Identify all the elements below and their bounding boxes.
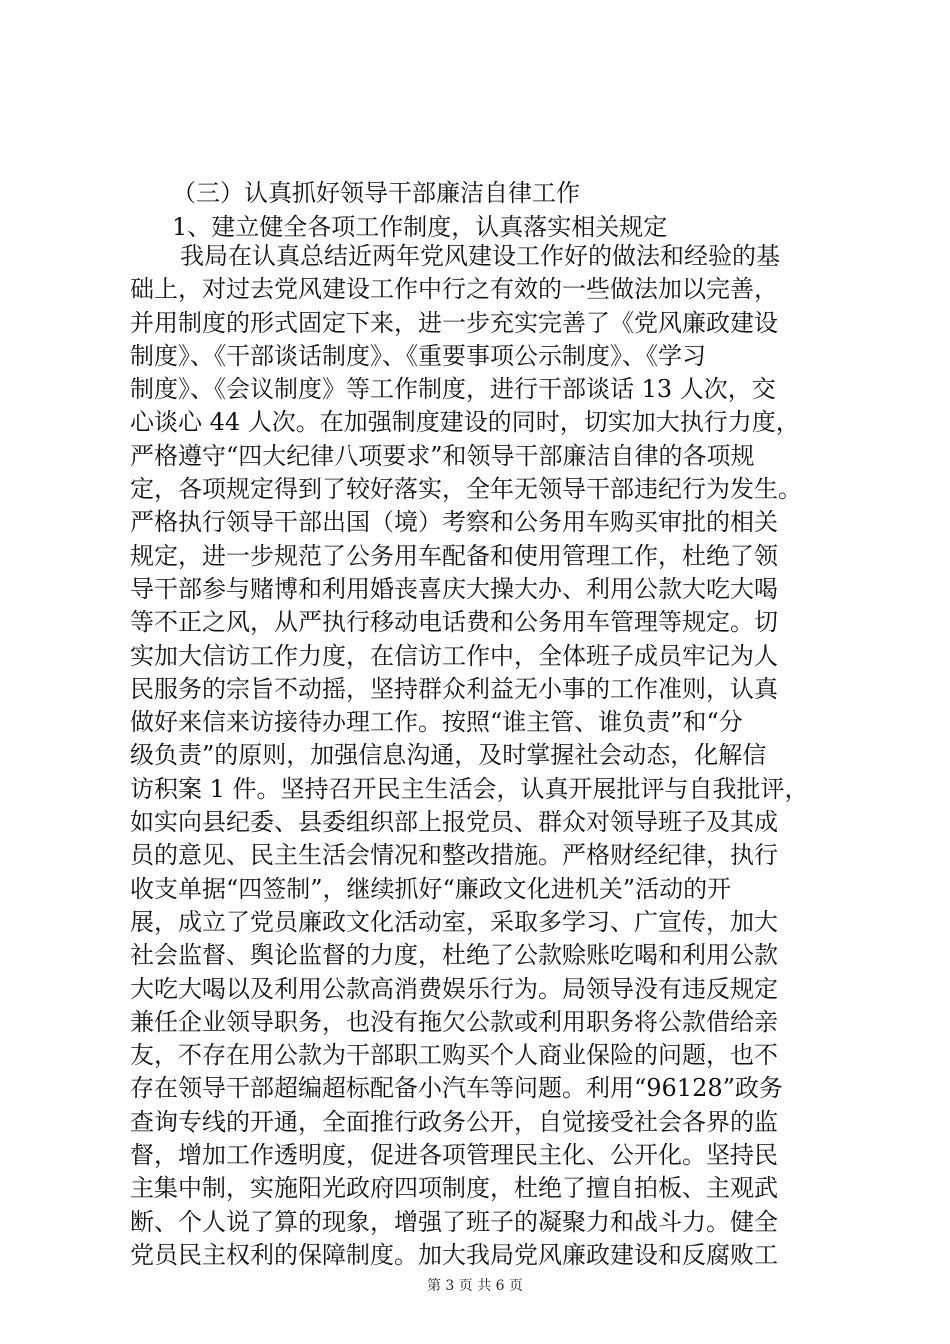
body-line: 导干部参与赌博和利用婚丧喜庆大操大办、利用公款大吃大喝 — [130, 574, 778, 603]
page-footer: 第 3 页 共 6 页 — [426, 1278, 524, 1294]
body-line: 严格执行领导干部出国（境）考察和公务用车购买审批的相关 — [130, 508, 778, 537]
body-line: 并用制度的形式固定下来，进一步充实完善了《党风廉政建设 — [130, 308, 778, 337]
body-line: 规定，进一步规范了公务用车配备和使用管理工作，杜绝了领 — [130, 541, 778, 570]
body-line: 社会监督、舆论监督的力度，杜绝了公款赊账吃喝和利用公款 — [130, 941, 778, 970]
body-line: 做好来信来访接待办理工作。按照“谁主管、谁负责”和“分 — [130, 708, 743, 737]
body-line: 断、个人说了算的现象，增强了班子的凝聚力和战斗力。健全 — [130, 1207, 778, 1236]
body-line: 兼任企业领导职务，也没有拖欠公款或利用职务将公款借给亲 — [130, 1007, 778, 1036]
body-line: 制度》、《会议制度》等工作制度，进行干部谈话 13 人次，交 — [130, 375, 776, 404]
body-line: 党员民主权利的保障制度。加大我局党风廉政建设和反腐败工 — [130, 1240, 778, 1269]
body-line: 制度》、《干部谈话制度》、《重要事项公示制度》、《学习 — [130, 341, 706, 370]
body-line: 大吃大喝以及利用公款高消费娱乐行为。局领导没有违反规定 — [130, 974, 778, 1003]
body-line: 展，成立了党员廉政文化活动室，采取多学习、广宣传，加大 — [130, 907, 778, 936]
body-line: 收支单据“四签制”，继续抓好“廉政文化进机关”活动的开 — [130, 874, 732, 903]
body-line: 查询专线的开通，全面推行政务公开，自觉接受社会各界的监 — [130, 1107, 778, 1136]
body-line: 心谈心 44 人次。在加强制度建设的同时，切实加大执行力度， — [130, 408, 800, 437]
body-line: 存在领导干部超编超标配备小汽车等问题。利用“96128”政务 — [130, 1074, 783, 1103]
body-line: 级负责”的原则，加强信息沟通，及时掌握社会动态，化解信 — [130, 741, 767, 770]
body-line: 民服务的宗旨不动摇，坚持群众利益无小事的工作准则，认真 — [130, 674, 778, 703]
body-line: 严格遵守“四大纪律八项要求”和领导干部廉洁自律的各项规 — [130, 441, 755, 470]
body-line: 督，增加工作透明度，促进各项管理民主化、公开化。坚持民 — [130, 1141, 778, 1170]
body-line: 员的意见、民主生活会情况和整改措施。严格财经纪律，执行 — [130, 841, 778, 870]
body-line: 实加大信访工作力度，在信访工作中，全体班子成员牢记为人 — [130, 641, 778, 670]
section-heading: （三）认真抓好领导干部廉洁自律工作 — [172, 179, 580, 207]
body-line: 础上，对过去党风建设工作中行之有效的一些做法加以完善， — [130, 275, 778, 304]
body-line: 访积案 1 件。坚持召开民主生活会，认真开展批评与自我批评， — [130, 774, 809, 803]
body-line: 等不正之风，从严执行移动电话费和公务用车管理等规定。切 — [130, 608, 778, 637]
body-line: 我局在认真总结近两年党风建设工作好的做法和经验的基 — [180, 242, 780, 270]
body-paragraph — [130, 240, 820, 1272]
body-line: 定，各项规定得到了较好落实，全年无领导干部违纪行为发生。 — [130, 475, 802, 504]
body-line: 如实向县纪委、县委组织部上报党员、群众对领导班子及其成 — [130, 808, 778, 837]
body-line: 主集中制，实施阳光政府四项制度，杜绝了擅自拍板、主观武 — [130, 1174, 778, 1203]
body-line: 友，不存在用公款为干部职工购买个人商业保险的问题，也不 — [130, 1041, 778, 1070]
subsection-heading: 1、建立健全各项工作制度，认真落实相关规定 — [172, 213, 668, 241]
